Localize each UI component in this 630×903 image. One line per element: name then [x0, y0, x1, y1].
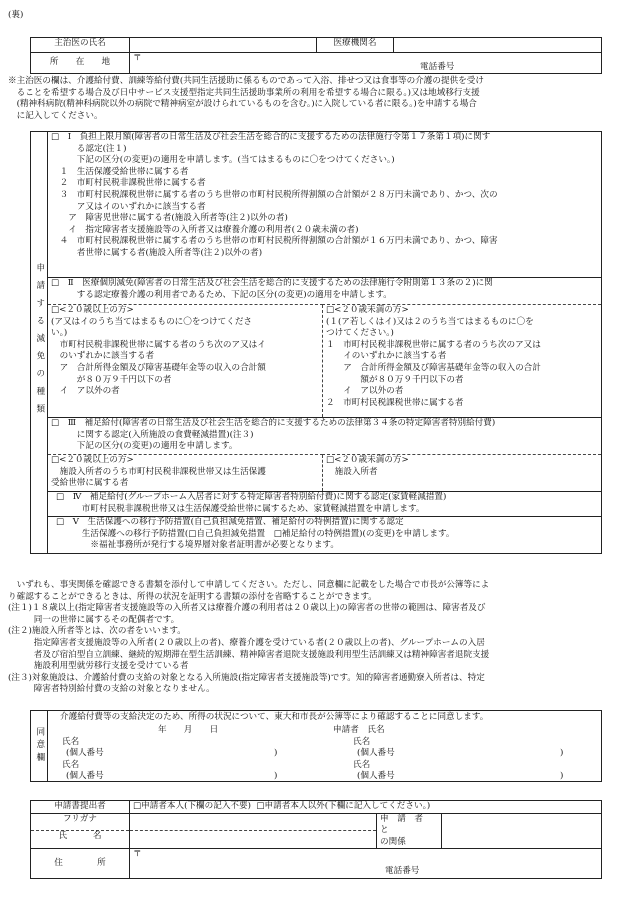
- sec1-line: ア 障害児世帯に属する者(施設入所者等(注２)以外の者): [51, 213, 288, 224]
- address-field-bottom[interactable]: [130, 849, 602, 879]
- sec1-line: □ Ⅰ 負担上限月額(障害者の日常生活及び社会生活を総合的に支援するための法律施行令第１７条第１項)に関す: [51, 132, 491, 142]
- sec4-line: □ Ⅳ 補足給付(グループホーム入居者に対する特定障害者特別給付費)に関する認定(家賃軽減措置): [56, 492, 447, 502]
- section-3[interactable]: [48, 418, 602, 455]
- sec2-line: する認定療養介護の利用者であるため、下記の区分(の変更)の適用を申請します。: [51, 289, 392, 300]
- sec1-line: 者世帯に属する者(施設入所者等(注２)以外の者): [51, 247, 263, 258]
- consent-name-1[interactable]: 氏名: [62, 737, 80, 747]
- submitter-options: [130, 801, 602, 814]
- sec2-left-line: イ ア以外の者: [51, 386, 120, 397]
- consent-name-3[interactable]: 氏名: [353, 737, 371, 747]
- section-2-under20[interactable]: [323, 305, 602, 418]
- consent-statement: 介護給付費等の支給決定のため、所得の状況について、東大和市長が公簿等により確認することに同意します。: [60, 712, 489, 722]
- consent-close-4: ): [560, 771, 564, 781]
- sec2-left-line: い。): [51, 328, 68, 339]
- section-5[interactable]: [48, 517, 602, 554]
- sec4-line: 市町村民税非課税世帯又は生活保護受給世帯に属するため、家賃軽減措置を申請します。: [56, 503, 425, 514]
- sec3-left-line: 施設入所者のうち市町村民税非課税世帯又は生活保護: [51, 466, 266, 477]
- doctor-note-line: ることを希望する場合及び日中サービス支援型指定共同生活援助事業所の利用を希望する場合に限る。)又は地域移行支援: [8, 87, 480, 98]
- sec2-right-line: (１(ア若しくはイ)又は２のうち当てはまるものに〇を: [326, 316, 534, 327]
- section-2-over20[interactable]: [48, 305, 323, 418]
- sec2-right-line: ア 合計所得金額及び障害基礎年金等の収入の合計: [326, 362, 541, 373]
- option-other[interactable]: □申請者本人以外(下欄に記入してください。): [256, 801, 431, 811]
- doctor-note: [8, 76, 620, 122]
- sec3-line: □ Ⅲ 補足給付(障害者の日常生活及び社会生活を総合的に支援するための法律第３４条の特定障害者特別給付費): [51, 418, 496, 428]
- note-line: 指定障害者支援施設等の入所者(２０歳以上の者)、療養介護を受けている者(２０歳以上の者)、グループホームの入居: [8, 637, 485, 648]
- sec2-left-line: 市町村民税非課税世帯に属する者のうち次のア又はイ: [51, 339, 266, 350]
- sec2-right-line: ２ 市町村民税課税世帯に属する者: [326, 397, 464, 408]
- relation-label-2: の関係: [380, 836, 406, 847]
- note-line: り確認することができるときは、所得の状況を証明する書類の添付を省略することができます。: [8, 591, 377, 602]
- section-4[interactable]: [48, 492, 602, 517]
- consent-close-2: ): [274, 771, 278, 781]
- doctor-name-field[interactable]: [130, 38, 317, 53]
- consent-applicant-label: 申請者 氏名: [333, 725, 385, 735]
- consent-side-label: 同意欄: [31, 711, 48, 782]
- sec2-right-line: １ 市町村民税非課税世帯に属する者のうち次のア又は: [326, 339, 541, 350]
- reduction-type-table: [30, 131, 602, 554]
- section-3-under20[interactable]: [323, 455, 602, 492]
- sec2-left-line: が８０万９千円以下の者: [51, 374, 172, 385]
- submitter-label: 申請書提出者: [31, 801, 130, 814]
- doctor-note-line: に記入してください。: [8, 110, 103, 121]
- relation-label: [377, 813, 442, 849]
- address-label-bottom: 住 所: [31, 849, 130, 879]
- sec3-left-line: 受給世帯に属する者: [51, 478, 129, 489]
- postal-mark: 〒: [133, 53, 142, 63]
- address-field[interactable]: [130, 53, 602, 74]
- postal-mark-bottom: 〒: [133, 849, 142, 860]
- consent-number-1[interactable]: (個人番号: [66, 748, 104, 758]
- sec3-left-line: □<２０歳以上の方>: [51, 455, 134, 465]
- sec3-line: 下記の区分(の変更)の適用を申請します。: [51, 441, 238, 452]
- sec5-line: 生活保護への移行予防措置(□自己負担減免措置 □補足給付の特例措置)(の変更)を申請します。: [56, 528, 455, 539]
- institution-label: 医療機関名: [317, 38, 394, 53]
- sec1-line: イ 指定障害者支援施設等の入所者又は療養介護の利用者(２０歳未満の者): [51, 224, 359, 235]
- sec1-line: ４ 市町村民税課税世帯に属する者のうち世帯の市町村民税所得割額の合計額が１６万円未満であり、かつ、障害: [51, 236, 498, 247]
- sec2-right-line: イのいずれかに該当する者: [326, 351, 447, 362]
- furigana-label: フリガナ: [31, 813, 130, 830]
- consent-number-4[interactable]: (個人番号: [357, 771, 395, 781]
- sec1-line: １ 生活保護受給世帯に属する者: [51, 166, 189, 177]
- back-side-label: (裏): [8, 10, 24, 20]
- sec2-right-line: つけてください。): [326, 328, 394, 339]
- sec2-left-line: ア 合計所得金額及び障害基礎年金等の収入の合計額: [51, 362, 266, 373]
- sec5-line: ※福祉事務所が発行する境界層対象者証明書が必要となります。: [56, 540, 339, 551]
- relation-label-1: 申 請 者 と: [380, 813, 432, 836]
- note-line: 障害者特別給付費の支給の対象となりません。: [8, 684, 215, 695]
- name-field[interactable]: [130, 830, 377, 849]
- phone-label: 電話番号: [420, 62, 455, 72]
- consent-close-3: ): [560, 748, 564, 758]
- doctor-name-label: 主治医の氏名: [31, 38, 130, 53]
- name-label: 氏 名: [31, 830, 130, 849]
- sec3-line: に関する認定(入所施設の食費軽減措置)(注３): [51, 429, 254, 440]
- consent-name-4[interactable]: 氏名: [353, 760, 371, 770]
- sec2-line: □ Ⅱ 医療個別減免(障害者の日常生活及び社会生活を総合的に支援するための法律施行令附則第１３条の２)に関: [51, 278, 493, 288]
- sec1-line: 下記の区分(の変更)の適用を申請します。(当てはまるものに〇をつけてください。): [51, 155, 395, 166]
- consent-number-2[interactable]: (個人番号: [66, 771, 104, 781]
- sec2-left-line: (ア又はイのうち当てはまるものに〇をつけてくださ: [51, 316, 253, 327]
- sec1-line: ア又はイのいずれかに該当する者: [51, 201, 206, 212]
- note-line: 同一の世帯に属するその配偶者です。: [8, 614, 180, 625]
- submitter-table: [30, 800, 602, 879]
- note-line: 者及び宿泊型自立訓練、継続的短期滞在型生活訓練、精神障害者退院支援施設利用型生活訓練又は精神障害者退院支援: [8, 649, 490, 660]
- sec3-right-line: □<２０歳未満の方>: [326, 455, 409, 465]
- sec2-right-line: イ ア以外の者: [326, 386, 404, 397]
- reduction-type-side-label: 申請する減免の種類: [31, 132, 48, 554]
- option-self[interactable]: □申請者本人(下欄の記入不要): [133, 801, 251, 811]
- note-line: (注３)対象施設は、介護給付費の支給の対象となる入所施設(指定障害者支援施設等)です。知的障害者通勤寮入所者は、特定: [8, 672, 485, 683]
- consent-close-1: ): [274, 748, 278, 758]
- note-line: いずれも、事実関係を確認できる書類を添付して申請してください。ただし、同意欄に記載をした場合で市長が公簿等によ: [8, 580, 490, 590]
- relation-field[interactable]: [442, 813, 602, 849]
- sec1-line: ３ 市町村民税課税世帯に属する者のうち世帯の市町村民税所得割額の合計額が２８万円未満であり、かつ、次の: [51, 189, 498, 200]
- sec2-left-line: □<２０歳以上の方>: [51, 305, 134, 315]
- section-3-over20[interactable]: [48, 455, 323, 492]
- consent-table: [30, 710, 602, 782]
- doctor-note-line: (精神科病院(精神科病院以外の病院で精神病室が設けられているものを含む。)に入院している者に限る。)を申請する場合: [8, 99, 477, 110]
- notes-block: [8, 580, 620, 696]
- note-line: (注２)施設入所者等とは、次の者をいいます。: [8, 626, 186, 637]
- sec2-right-line: 額が８０万９千円以下の者: [326, 374, 464, 385]
- consent-body: [48, 711, 602, 782]
- sec2-right-line: □<２０歳未満の方>: [326, 305, 409, 315]
- sec5-line: □ Ⅴ 生活保護への移行予防措置(自己負担減免措置、補足給付の特例措置)に関する認定: [56, 517, 404, 527]
- note-line: (注１)１８歳以上(指定障害者支援施設等の入所者又は療養介護の利用者は２０歳以上)の障害者の世帯の範囲は、障害者及び: [8, 603, 486, 614]
- consent-date[interactable]: 年 月 日: [158, 725, 219, 735]
- address-label: 所 在 地: [31, 53, 130, 74]
- consent-name-2[interactable]: 氏名: [62, 760, 80, 770]
- sec1-line: る認定(注１): [51, 143, 127, 154]
- section-2[interactable]: [48, 278, 602, 305]
- sec3-right-line: 施設入所者: [326, 466, 378, 477]
- consent-number-3[interactable]: (個人番号: [357, 748, 395, 758]
- note-line: 施設利用型就労移行支援を受けている者: [8, 661, 189, 672]
- doctor-table: [30, 37, 602, 74]
- doctor-note-line: ※主治医の欄は、介護給付費、訓練等給付費(共同生活援助に係るものであって入浴、排せつ又は食事等の介護の提供を受け: [8, 76, 484, 86]
- sec1-line: ２ 市町村民税非課税世帯に属する者: [51, 178, 206, 189]
- sec2-left-line: のいずれかに該当する者: [51, 351, 155, 362]
- institution-field[interactable]: [394, 38, 602, 53]
- furigana-field[interactable]: [130, 813, 377, 830]
- phone-label-bottom: 電話番号: [385, 866, 420, 877]
- section-1[interactable]: [48, 132, 602, 278]
